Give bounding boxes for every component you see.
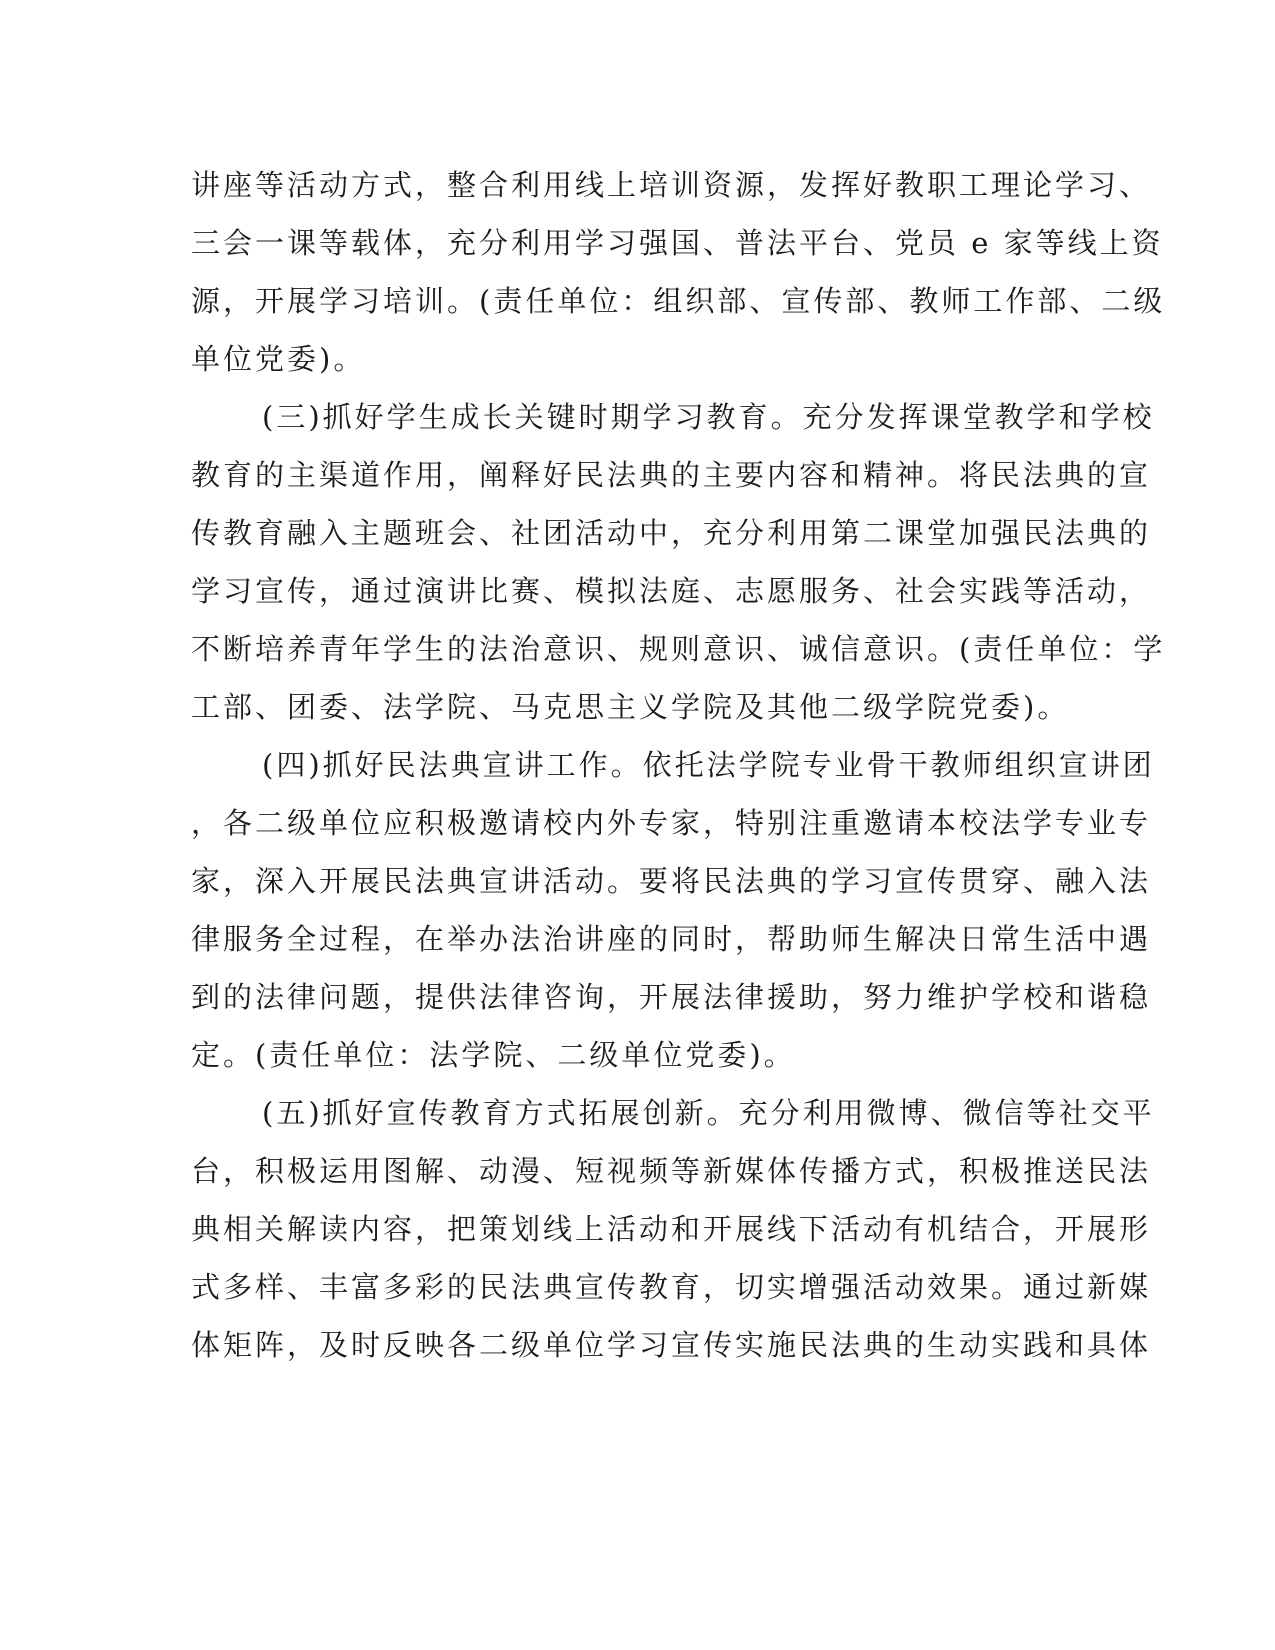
text-line: 源，开展学习培训。(责任单位：组织部、宣传部、教师工作部、二级 [191,284,1166,318]
text-line: 体矩阵，及时反映各二级单位学习宣传实施民法典的生动实践和具体 [191,1328,1152,1362]
text-line: 传教育融入主题班会、社团活动中，充分利用第二课堂加强民法典的 [191,516,1152,550]
text-line: 工部、团委、法学院、马克思主义学院及其他二级学院党委)。 [191,690,1070,724]
text-line: 家，深入开展民法典宣讲活动。要将民法典的学习宣传贯穿、融入法 [191,864,1152,898]
text-line: 到的法律问题，提供法律咨询，开展法律援助，努力维护学校和谐稳 [191,980,1152,1014]
paragraph-heading-4: (四)抓好民法典宣讲工作。依托法学院专业骨干教师组织宣讲团 [262,748,1155,782]
text-line: 律服务全过程，在举办法治讲座的同时，帮助师生解决日常生活中遇 [191,922,1152,956]
paragraph-heading-5: (五)抓好宣传教育方式拓展创新。充分利用微博、微信等社交平 [262,1096,1155,1130]
text-line: 三会一课等载体，充分利用学习强国、普法平台、党员 e 家等线上资 [191,226,1164,260]
text-line: 讲座等活动方式，整合利用线上培训资源，发挥好教职工理论学习、 [191,168,1152,202]
text-line: 教育的主渠道作用，阐释好民法典的主要内容和精神。将民法典的宣 [191,458,1152,492]
text-line: 式多样、丰富多彩的民法典宣传教育，切实增强活动效果。通过新媒 [191,1270,1152,1304]
text-line: 定。(责任单位：法学院、二级单位党委)。 [191,1038,796,1072]
text-line: ，各二级单位应积极邀请校内外专家，特别注重邀请本校法学专业专 [191,806,1152,840]
paragraph-heading-3: (三)抓好学生成长关键时期学习教育。充分发挥课堂教学和学校 [262,400,1155,434]
text-line: 台，积极运用图解、动漫、短视频等新媒体传播方式，积极推送民法 [191,1154,1152,1188]
text-line: 学习宣传，通过演讲比赛、模拟法庭、志愿服务、社会实践等活动， [191,574,1152,608]
text-line: 单位党委)。 [191,342,366,376]
text-line: 不断培养青年学生的法治意识、规则意识、诚信意识。(责任单位：学 [191,632,1166,666]
text-line: 典相关解读内容，把策划线上活动和开展线下活动有机结合，开展形 [191,1212,1152,1246]
